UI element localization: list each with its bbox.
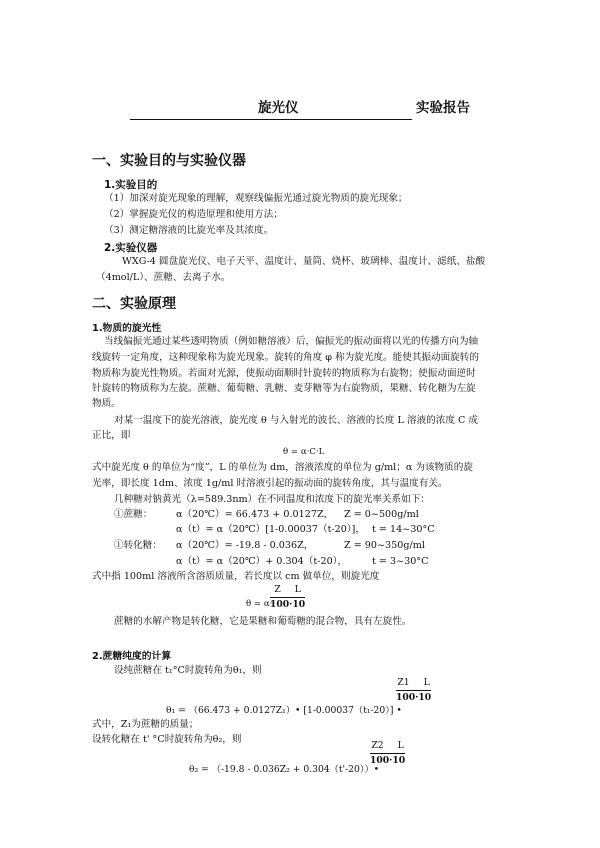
paragraph-line: 光率，即长度 1dm、浓度 1g/ml 时溶液引起的振动面的旋转角度，其与温度有关。 [92,478,448,489]
paragraph-line: 蔗糖的水解产物是转化糖，它是果糖和葡萄糖的混合物，具有左旋性。 [114,616,412,627]
title-left: 旋光仪 [258,100,299,116]
formula4-denominator: 100·10 [370,755,406,766]
formula2-lhs: θ = α· [246,599,273,609]
title-underline [130,119,412,120]
formula2-fraction [270,584,305,610]
invert-sugar-formula: α（20℃）= -19.8 - 0.036Z， [176,540,314,551]
formula4-numerator: Z2 [371,740,384,751]
paragraph-line: 对某一温度下的旋光溶液，旋光度 θ 与入射光的波长、溶液的长度 L 溶液的浓度 C 成 [114,415,478,426]
purpose-item: （3）测定糖溶液的比旋光率及其浓度。 [104,225,274,236]
formula3-fraction [396,677,431,703]
paragraph-line: 几种糖对钠黄光（λ=589.3nm）在不同温度和浓度下的旋光率关系如下： [114,494,430,505]
invert-sugar-range: t = 3~30°C [372,556,429,567]
instrument-line: WXG-4 圆盘旋光仪、电子天平、温度计、量筒、烧杯、玻璃棒、温度计、滤纸、盐酸 [122,256,486,267]
formula4-fraction [370,740,405,766]
formula3-denominator: 100·10 [396,692,432,703]
purpose-item: （2）掌握旋光仪的构造原理和使用方法； [104,209,283,220]
formula2-numerator: L [294,584,301,595]
sucrose-label: ①蔗糖： [114,509,153,520]
formula2-numerator: Z [274,584,281,595]
invert-sugar-range: Z = 90~350g/ml [344,540,425,551]
formula3-numerator: Z1 [397,677,410,688]
paragraph-line: 正比，即 [92,430,131,441]
paragraph-line: 物质。 [92,398,121,409]
paragraph-line: 式中指 100ml 溶液所含溶质质量，若长度以 cm 做单位，则旋光度 [92,571,380,582]
formula3: θ₁ = （66.473 + 0.0127Z₁）• [1-0.00037（t₁-20）] • [166,705,402,716]
paragraph-line: 式中，Z₁为蔗糖的质量； [92,719,199,730]
invert-sugar-formula: α（t）= α（20℃）+ 0.304（t-20）， [176,556,348,567]
formula-main: θ = α·C·L [283,447,325,457]
formula4-numerator: L [397,740,404,751]
part1-heading: 1.物质的旋光性 [92,323,162,334]
section2-heading: 二、实验原理 [92,296,176,312]
formula2-denominator: 100·10 [270,599,306,610]
title-right: 实验报告 [416,100,470,116]
paragraph-line: 式中旋光度 θ 的单位为“度”，L 的单位为 dm，溶液浓度的单位为 g/ml；α 为该物质的旋 [92,462,473,473]
section1-sub2-heading: 2.实验仪器 [104,242,158,254]
part2-heading: 2.蔗糖纯度的计算 [92,651,172,662]
paragraph-line: 物质称为旋光性物质。若面对光源，使振动面顺时针旋转的物质称为右旋物；使振动面逆时 [92,368,476,379]
sucrose-formula: α（20℃）= 66.473 + 0.0127Z， [176,509,334,520]
invert-sugar-label: ①转化糖： [114,540,162,551]
paragraph-line: 设纯蔗糖在 t₁°C时旋转角为θ₁，则 [114,665,262,676]
formula3-numerator: L [423,677,430,688]
sucrose-formula: α（t）= α（20℃）[1-0.00037（t-20）]， [176,524,366,535]
instrument-line: （4mol/L）、蔗糖、去离子水。 [96,272,231,283]
paragraph-line: 针旋转的物质称为左旋。蔗糖、葡萄糖、乳糖、麦芽糖等为右旋物质，果糖、转化糖为左旋 [92,383,476,394]
section1-sub1-heading: 1.实验目的 [104,179,158,191]
sucrose-range: t = 14~30°C [372,524,435,535]
purpose-item: （1）加深对旋光现象的理解，观察线偏振光通过旋光物质的旋光现象； [104,193,408,204]
sucrose-range: Z = 0~500g/ml [344,509,419,520]
paragraph-line: 线旋转一定角度，这种现象称为旋光现象。旋转的角度 φ 称为旋光度。能使其振动面旋转的 [92,352,479,363]
paragraph-line: 设转化糖在 t' °C时旋转角为θ₂，则 [92,734,242,745]
paragraph-line: 当线偏振光通过某些透明物质（例如糖溶液）后，偏振光的振动面将以光的传播方向为轴 [104,336,479,347]
formula4: θ₂ = （-19.8 - 0.036Z₂ + 0.304（t'-20））• [189,764,380,775]
section1-heading: 一、实验目的与实验仪器 [92,153,246,169]
